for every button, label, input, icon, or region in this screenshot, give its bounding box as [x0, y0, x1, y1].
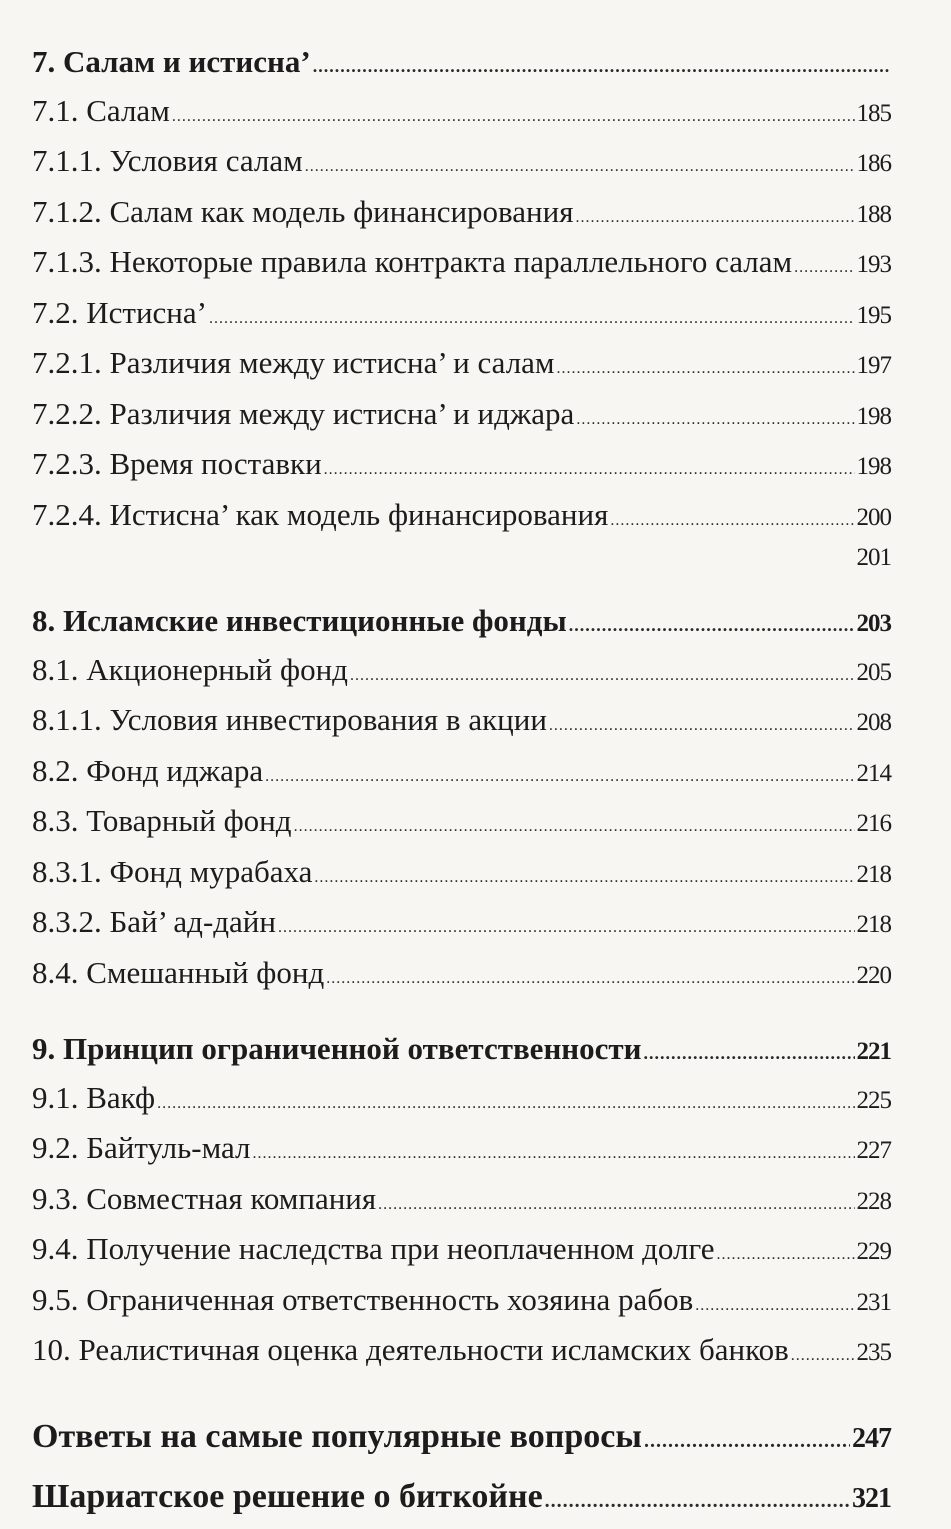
toc-entry-title: 7.2.2. Различия между истисна’ и иджара — [32, 395, 575, 431]
toc-entry-page: 188 — [856, 200, 891, 228]
toc-leader-dots — [575, 196, 854, 241]
toc-entry-title: 8. Исламские инвестиционные фонды — [32, 603, 567, 638]
toc-entry-title: 7.2.3. Время поставки — [32, 446, 322, 481]
toc-entry-title: 8.3.1. Фонд мурабаха — [32, 853, 313, 889]
toc-entry-page: 218 — [856, 911, 891, 938]
toc-entry-page: 231 — [856, 1288, 891, 1316]
toc-section-8 — [32, 599, 891, 1001]
toc-entry-title: 9.3. Совместная компания — [32, 1180, 377, 1216]
toc-entry-title: 7.2. Истисна’ — [32, 294, 207, 330]
toc-heading-major — [32, 1409, 891, 1469]
toc-heading — [32, 599, 891, 648]
toc-entry — [32, 1227, 891, 1278]
toc-entry-title: Шариатское решение о биткойне — [32, 1477, 543, 1515]
toc-entry-page: 235 — [856, 1339, 891, 1366]
toc-heading — [32, 40, 891, 89]
toc-entry — [32, 139, 891, 190]
toc-leader-dots — [791, 1334, 855, 1379]
toc-entry — [32, 1328, 891, 1379]
toc-leader-dots — [253, 1132, 855, 1177]
toc-entry — [32, 1177, 891, 1228]
toc-entry-page: 198 — [856, 402, 891, 430]
toc-entry — [32, 1126, 891, 1177]
toc-entry-title: 9. Принцип ограниченной ответственности — [32, 1031, 642, 1066]
toc-entry-page: 247 — [852, 1422, 891, 1454]
toc-entry-trailing-page — [32, 543, 891, 573]
toc-entry-page: 321 — [852, 1482, 891, 1514]
toc-leader-dots — [576, 398, 854, 443]
toc-entry-title: 8.3.2. Бай’ ад-дайн — [32, 904, 276, 939]
toc-entry-title: 7.2.4. Истисна’ как модель финансирования — [32, 496, 609, 532]
toc-leader-dots — [549, 704, 855, 749]
toc-leader-dots — [278, 906, 855, 951]
toc-leader-dots — [209, 297, 855, 342]
toc-entry-page: 185 — [856, 99, 891, 127]
toc-leader-dots — [717, 1233, 855, 1278]
toc-entry-page: 193 — [856, 251, 891, 278]
toc-leader-dots — [545, 1473, 850, 1529]
toc-leader-dots — [644, 1413, 850, 1469]
toc-entry-page: 197 — [856, 352, 891, 379]
toc-leader-dots — [557, 347, 855, 392]
toc-entry — [32, 698, 891, 749]
toc-entry-title: 8.2. Фонд иджара — [32, 752, 264, 788]
toc-entry-page: 201 — [856, 544, 891, 571]
toc-entry-title: 8.1. Акционерный фонд — [32, 651, 348, 687]
toc-heading — [32, 1027, 891, 1076]
toc-entry-page: 216 — [856, 810, 891, 837]
toc-leader-dots — [324, 448, 855, 493]
toc-entry-page: 228 — [856, 1187, 891, 1215]
toc-entry-title: 7.1. Салам — [32, 92, 170, 128]
toc-entry-title: 7.1.2. Салам как модель финансирования — [32, 193, 574, 229]
toc-entry — [32, 1076, 891, 1127]
toc-entry-title: 7.1.1. Условия салам — [32, 143, 303, 178]
toc-section-appendix — [32, 1409, 891, 1529]
toc-entry-page: 229 — [856, 1238, 891, 1265]
toc-heading-major — [32, 1469, 891, 1529]
toc-entry-page: 195 — [856, 301, 891, 329]
toc-entry — [32, 392, 891, 443]
toc-leader-dots — [378, 1183, 854, 1228]
toc-entry — [32, 493, 891, 544]
toc-entry-title: 9.1. Вакф — [32, 1079, 156, 1115]
toc-entry-page: 200 — [856, 503, 891, 531]
toc-leader-dots — [644, 1031, 855, 1076]
toc-entry-title: 8.3. Товарный фонд — [32, 803, 292, 838]
toc-leader-dots — [569, 603, 855, 648]
toc-leader-dots — [610, 499, 854, 544]
toc-entry — [32, 900, 891, 951]
toc-entry — [32, 240, 891, 291]
toc-entry-page: 205 — [856, 658, 891, 686]
toc-entry — [32, 850, 891, 901]
toc-entry-page: 214 — [856, 759, 891, 787]
toc-entry — [32, 951, 891, 1002]
toc-entry-title: 7.2.1. Различия между истисна’ и салам — [32, 345, 555, 380]
toc-entry-page: 227 — [856, 1137, 891, 1164]
toc-entry-page: 203 — [856, 610, 891, 637]
toc-entry — [32, 749, 891, 800]
toc-entry-page: 221 — [856, 1038, 891, 1065]
toc-entry — [32, 291, 891, 342]
toc-entry — [32, 190, 891, 241]
toc-entry — [32, 341, 891, 392]
toc-section-9 — [32, 1027, 891, 1379]
toc-entry-title: 7. Салам и истисна’ — [32, 44, 311, 79]
toc-leader-dots — [314, 856, 854, 901]
toc-leader-dots — [305, 145, 855, 190]
toc-entry — [32, 799, 891, 850]
toc-entry-page: 198 — [856, 453, 891, 480]
toc-entry — [32, 648, 891, 699]
toc-entry-title: 9.2. Байтуль-мал — [32, 1130, 251, 1165]
toc-entry-page: 186 — [856, 150, 891, 177]
toc-entry — [32, 1278, 891, 1329]
toc-entry-title: 8.1.1. Условия инвестирования в акции — [32, 702, 547, 737]
toc-entry-page: 208 — [856, 709, 891, 736]
toc-leader-dots — [172, 95, 855, 140]
toc-entry-page: 220 — [856, 961, 891, 989]
toc-entry-title: Ответы на самые популярные вопросы — [32, 1417, 642, 1455]
toc-entry-title: 7.1.3. Некоторые правила контракта параллельного салам — [32, 244, 793, 279]
toc-entry-page: 218 — [856, 860, 891, 888]
toc-leader-dots — [313, 44, 889, 89]
toc-leader-dots — [350, 654, 855, 699]
toc-leader-dots — [695, 1284, 854, 1329]
toc-entry-page: 225 — [856, 1086, 891, 1114]
toc-entry — [32, 89, 891, 140]
toc-entry-title: 8.4. Смешанный фонд — [32, 954, 325, 990]
toc-entry-title: 9.5. Ограниченная ответственность хозяина рабов — [32, 1281, 694, 1317]
toc-leader-dots — [794, 246, 854, 291]
toc-section-7 — [32, 40, 891, 573]
toc-leader-dots — [265, 755, 854, 800]
toc-entry-title: 9.4. Получение наследства при неоплаченном долге — [32, 1231, 715, 1266]
toc-leader-dots — [294, 805, 855, 850]
toc-leader-dots — [326, 957, 854, 1002]
toc-entry — [32, 442, 891, 493]
toc-entry-title: 10. Реалистичная оценка деятельности исламских банков — [32, 1332, 789, 1367]
toc-leader-dots — [157, 1082, 854, 1127]
